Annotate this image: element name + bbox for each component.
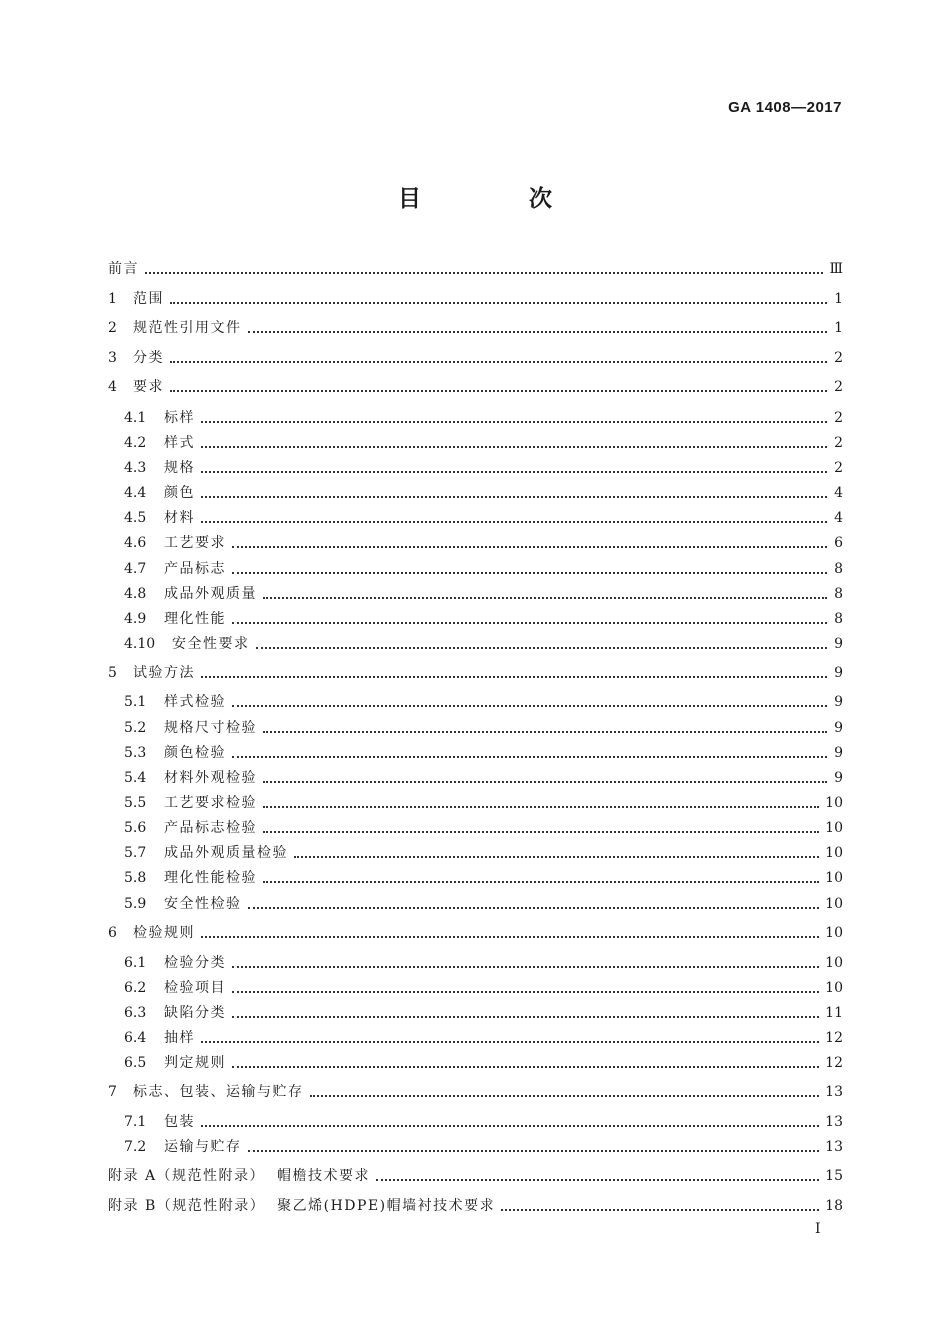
toc-entry-text: 运输与贮存 <box>164 1139 242 1155</box>
toc-entry-number: 6.5 <box>124 1055 147 1071</box>
toc-entry-text: 理化性能检验 <box>164 870 257 886</box>
toc-entry-text: 材料 <box>164 510 195 526</box>
toc-leader-dots <box>256 646 828 649</box>
toc-entry[interactable] <box>124 407 843 429</box>
toc-entry[interactable] <box>124 558 843 580</box>
toc-entry-text: 试验方法 <box>133 665 195 681</box>
toc-leader-dots <box>263 596 827 599</box>
toc-entry[interactable] <box>124 742 843 764</box>
toc-entry-text: 材料外观检验 <box>164 770 257 786</box>
toc-entry-page: 13 <box>825 1084 843 1100</box>
toc-leader-dots <box>170 301 827 304</box>
toc-entry-page: 2 <box>834 410 843 426</box>
toc-entry-number: 4.5 <box>124 510 147 526</box>
toc-leader-dots <box>201 1124 819 1127</box>
toc-entry-number: 5.9 <box>124 896 147 912</box>
toc-entry-text: 标样 <box>164 410 195 426</box>
toc-entry-page: 12 <box>825 1030 843 1046</box>
toc-entry-number: 4.8 <box>124 586 147 602</box>
toc-entry-page: 9 <box>834 694 843 710</box>
toc-entry-number: 4.10 <box>124 636 156 652</box>
toc-entry-number: 5.5 <box>124 795 147 811</box>
toc-entry-text: 附录 A（规范性附录） 帽檐技术要求 <box>108 1168 370 1184</box>
toc-entry-number: 7.1 <box>124 1114 147 1130</box>
toc-leader-dots <box>201 520 827 523</box>
toc-entry-page: 2 <box>834 435 843 451</box>
toc-entry-number: 2 <box>108 320 117 336</box>
toc-entry-number: 4.4 <box>124 485 147 501</box>
toc-entry[interactable] <box>108 662 843 684</box>
toc-entry-page: 10 <box>825 980 843 996</box>
toc-entry-page: 10 <box>825 896 843 912</box>
toc-entry[interactable] <box>124 691 843 713</box>
toc-entry-page: 11 <box>825 1005 843 1021</box>
toc-leader-dots <box>145 271 823 274</box>
toc-entry[interactable] <box>124 792 843 814</box>
toc-entry-text: 样式 <box>164 435 195 451</box>
toc-leader-dots <box>201 420 827 423</box>
toc-leader-dots <box>201 675 827 678</box>
toc-entry-number: 6.3 <box>124 1005 147 1021</box>
toc-entry-number: 5.1 <box>124 694 147 710</box>
toc-entry-number: 1 <box>108 291 117 307</box>
toc-entry-number: 7 <box>108 1084 117 1100</box>
toc-leader-dots <box>201 470 827 473</box>
toc-entry-text: 标志、包装、运输与贮存 <box>133 1084 304 1100</box>
toc-entry-number: 6.1 <box>124 955 147 971</box>
toc-entry-text: 抽样 <box>164 1030 195 1046</box>
toc-entry[interactable] <box>124 482 843 504</box>
toc-entry-text: 样式检验 <box>164 694 226 710</box>
toc-entry-text: 颜色 <box>164 485 195 501</box>
toc-entry-page: 10 <box>825 925 843 941</box>
toc-leader-dots <box>201 935 819 938</box>
toc-entry-number: 6.4 <box>124 1030 147 1046</box>
toc-entry-text: 检验项目 <box>164 980 226 996</box>
toc-entry[interactable] <box>108 288 843 310</box>
toc-entry[interactable] <box>124 608 843 630</box>
toc-entry-page: 10 <box>825 955 843 971</box>
toc-entry-number: 5.2 <box>124 720 147 736</box>
toc-leader-dots <box>263 830 819 833</box>
toc-entry-page: 9 <box>834 665 843 681</box>
toc-entry-number: 6 <box>108 925 117 941</box>
toc-entry-page: 2 <box>834 460 843 476</box>
toc-entry-page: 13 <box>825 1139 843 1155</box>
toc-entry-number: 4.7 <box>124 561 147 577</box>
footer-page-number: I <box>815 1221 821 1237</box>
toc-leader-dots <box>263 730 827 733</box>
toc-leader-dots <box>232 755 827 758</box>
toc-leader-dots <box>294 855 819 858</box>
toc-entry[interactable] <box>124 457 843 479</box>
toc-entry[interactable] <box>124 952 843 974</box>
toc-entry-text: 成品外观质量 <box>164 586 257 602</box>
toc-entry-page: 13 <box>825 1114 843 1130</box>
toc-entry[interactable] <box>108 1165 843 1187</box>
toc-entry[interactable] <box>124 633 843 655</box>
toc-entry[interactable] <box>108 347 843 369</box>
toc-entry-text: 规范性引用文件 <box>133 320 242 336</box>
toc-entry-text: 附录 B（规范性附录） 聚乙烯(HDPE)帽墙衬技术要求 <box>108 1198 496 1214</box>
toc-entry-text: 安全性检验 <box>164 896 242 912</box>
toc-leader-dots <box>248 906 820 909</box>
toc-entry-number: 3 <box>108 350 117 366</box>
toc-entry-page: 9 <box>834 636 843 652</box>
toc-entry-page: 10 <box>825 820 843 836</box>
toc-entry-text: 产品标志 <box>164 561 226 577</box>
toc-leader-dots <box>248 1149 820 1152</box>
toc-entry-page: 10 <box>825 870 843 886</box>
toc-leader-dots <box>232 704 827 707</box>
toc-entry[interactable] <box>124 532 843 554</box>
toc-entry-text: 要求 <box>133 379 164 395</box>
toc-entry-text: 检验分类 <box>164 955 226 971</box>
toc-entry[interactable] <box>124 717 843 739</box>
standard-code: GA 1408—2017 <box>728 99 842 116</box>
toc-entry[interactable] <box>108 1195 843 1217</box>
toc-entry-text: 规格 <box>164 460 195 476</box>
toc-entry-number: 7.2 <box>124 1139 147 1155</box>
toc-entry[interactable] <box>124 767 843 789</box>
toc-entry-page: 18 <box>825 1198 843 1214</box>
toc-entry[interactable] <box>108 317 843 339</box>
toc-entry-number: 5.6 <box>124 820 147 836</box>
toc-entry[interactable] <box>124 867 843 889</box>
toc-entry[interactable] <box>108 376 843 398</box>
toc-leader-dots <box>170 360 827 363</box>
toc-entry-page: 10 <box>825 845 843 861</box>
toc-leader-dots <box>232 1065 819 1068</box>
toc-entry[interactable] <box>108 922 843 944</box>
toc-entry-page: 10 <box>825 795 843 811</box>
toc-entry[interactable] <box>124 1111 843 1133</box>
toc-entry-text: 颜色检验 <box>164 745 226 761</box>
toc-leader-dots <box>232 990 819 993</box>
toc-entry-page: 4 <box>834 510 843 526</box>
toc-leader-dots <box>201 1040 819 1043</box>
toc-entry-number: 5.8 <box>124 870 147 886</box>
toc-leader-dots <box>376 1178 819 1181</box>
toc-entry-number: 4.2 <box>124 435 147 451</box>
toc-entry[interactable] <box>124 977 843 999</box>
page-title: 目 次 <box>397 186 602 212</box>
toc-entry[interactable] <box>124 432 843 454</box>
toc-leader-dots <box>232 965 819 968</box>
toc-entry[interactable] <box>124 893 843 915</box>
toc-entry-number: 6.2 <box>124 980 147 996</box>
toc-entry[interactable] <box>108 258 843 280</box>
toc-entry-page: 9 <box>834 720 843 736</box>
toc-entry-text: 包装 <box>164 1114 195 1130</box>
toc-entry-number: 4.9 <box>124 611 147 627</box>
toc-entry-text: 缺陷分类 <box>164 1005 226 1021</box>
toc-entry-page: 4 <box>834 485 843 501</box>
toc-entry[interactable] <box>124 583 843 605</box>
toc-leader-dots <box>232 545 827 548</box>
toc-entry-text: 安全性要求 <box>172 636 250 652</box>
toc-entry[interactable] <box>124 1002 843 1024</box>
toc-entry-page: 8 <box>834 561 843 577</box>
toc-entry-number: 5 <box>108 665 117 681</box>
toc-leader-dots <box>263 780 827 783</box>
toc-entry-page: 12 <box>825 1055 843 1071</box>
toc-entry-number: 4.1 <box>124 410 147 426</box>
toc-leader-dots <box>248 330 828 333</box>
toc-entry[interactable] <box>124 1052 843 1074</box>
toc-entry-number: 4.6 <box>124 535 147 551</box>
toc-entry-text: 成品外观质量检验 <box>164 845 288 861</box>
toc-entry-text: 工艺要求检验 <box>164 795 257 811</box>
toc-entry-text: 分类 <box>133 350 164 366</box>
toc-entry-page: 15 <box>825 1168 843 1184</box>
toc-entry-number: 4 <box>108 379 117 395</box>
toc-entry[interactable] <box>124 1136 843 1158</box>
toc-leader-dots <box>232 1015 819 1018</box>
toc-entry-text: 规格尺寸检验 <box>164 720 257 736</box>
toc-entry-number: 4.3 <box>124 460 147 476</box>
toc-leader-dots <box>201 445 827 448</box>
toc-leader-dots <box>232 621 827 624</box>
toc-entry[interactable] <box>124 1027 843 1049</box>
toc-leader-dots <box>170 389 827 392</box>
toc-entry-text: 判定规则 <box>164 1055 226 1071</box>
toc-entry-text: 产品标志检验 <box>164 820 257 836</box>
toc-leader-dots <box>501 1208 819 1211</box>
toc-entry[interactable] <box>124 817 843 839</box>
toc-entry-page: 8 <box>834 611 843 627</box>
toc-entry[interactable] <box>124 842 843 864</box>
toc-entry-number: 5.4 <box>124 770 147 786</box>
toc-entry-text: 理化性能 <box>164 611 226 627</box>
toc-entry-number: 5.7 <box>124 845 147 861</box>
toc-entry-page: 1 <box>834 291 843 307</box>
toc-entry-text: 检验规则 <box>133 925 195 941</box>
toc-entry-page: Ⅲ <box>829 261 843 277</box>
toc-leader-dots <box>263 880 819 883</box>
toc-entry[interactable] <box>108 1081 843 1103</box>
toc-entry-page: 2 <box>834 350 843 366</box>
toc-entry-page: 6 <box>834 535 843 551</box>
toc-leader-dots <box>310 1094 820 1097</box>
toc-entry-page: 9 <box>834 745 843 761</box>
toc-entry-text: 前言 <box>108 261 139 277</box>
toc-entry-page: 8 <box>834 586 843 602</box>
toc-leader-dots <box>232 571 827 574</box>
toc-leader-dots <box>263 805 819 808</box>
toc-entry-text: 工艺要求 <box>164 535 226 551</box>
toc-entry[interactable] <box>124 507 843 529</box>
toc-entry-page: 1 <box>834 320 843 336</box>
toc-entry-page: 2 <box>834 379 843 395</box>
toc-leader-dots <box>201 495 827 498</box>
toc-entry-number: 5.3 <box>124 745 147 761</box>
toc-entry-page: 9 <box>834 770 843 786</box>
toc-entry-text: 范围 <box>133 291 164 307</box>
